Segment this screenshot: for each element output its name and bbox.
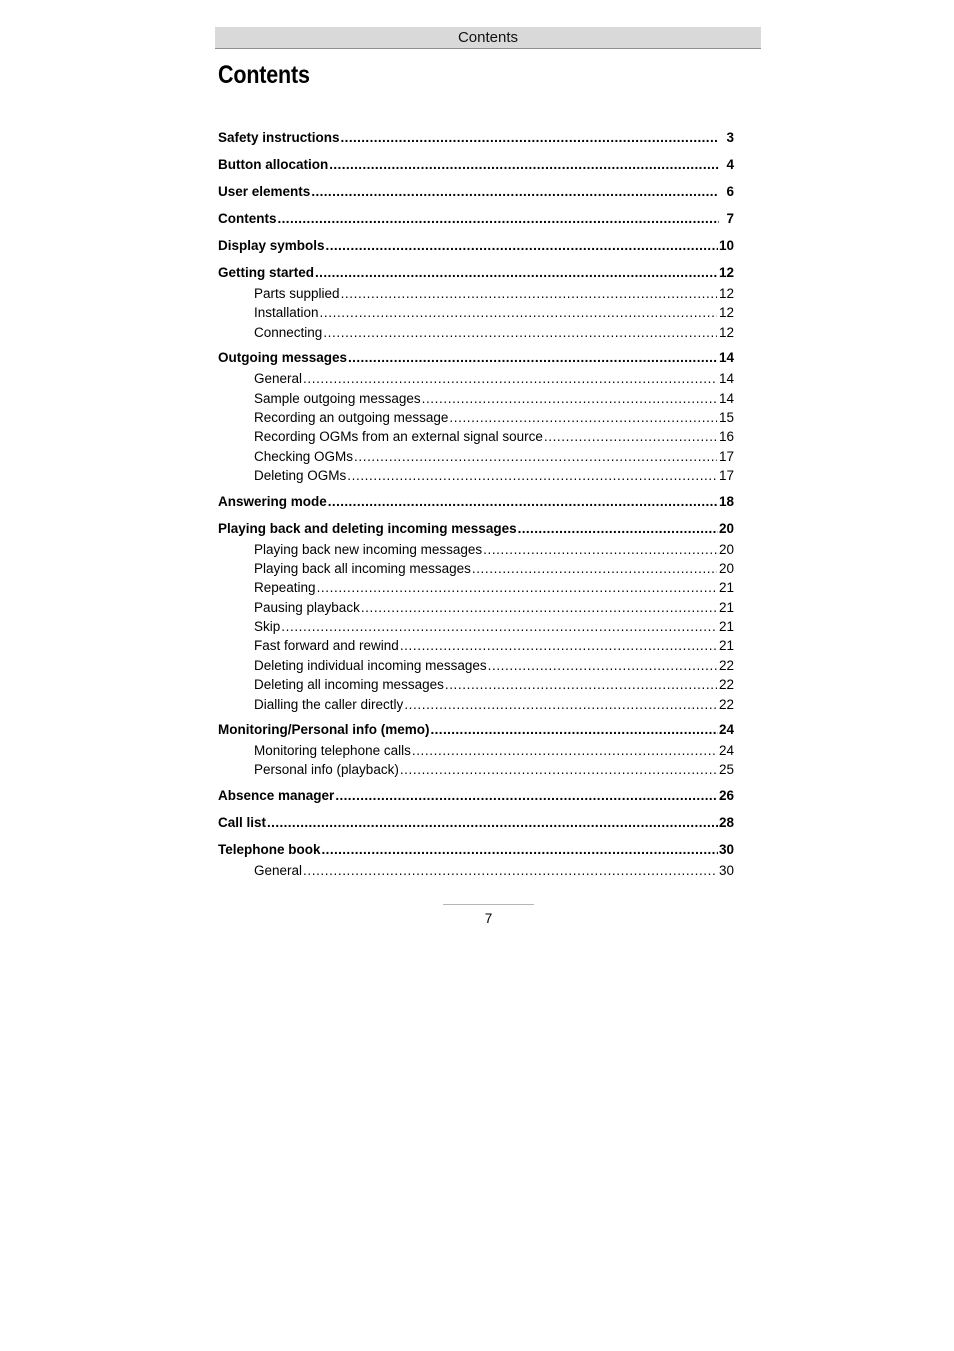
toc-subentry[interactable] [218,617,734,636]
document-page [215,27,761,926]
toc-entry-page: 30 [718,841,734,857]
toc-entry-page: 14 [718,371,734,387]
toc-section [218,491,734,513]
page-number: 7 [443,904,534,926]
dot-leader [281,617,717,636]
toc-subentry[interactable] [218,466,734,485]
toc-subentry[interactable] [218,636,734,655]
dot-leader [404,695,717,714]
toc-entry-label: General [254,371,303,387]
toc-entry-page: 30 [718,862,734,878]
toc-subentry[interactable] [218,427,734,446]
toc-entry-label: Deleting individual incoming messages [254,657,487,673]
dot-leader [348,347,718,369]
dot-leader [412,741,717,760]
toc-subentry[interactable] [218,540,734,559]
toc-chapter-entry[interactable] [218,208,734,230]
toc-entry-page: 21 [718,599,734,615]
dot-leader [341,127,719,149]
toc-chapter-entry[interactable] [218,518,734,540]
toc-subentry[interactable] [218,284,734,303]
toc-chapter-entry[interactable] [218,127,734,149]
toc-entry-label: Checking OGMs [254,448,354,464]
running-header: Contents [215,27,761,49]
toc-chapter-entry[interactable] [218,719,734,741]
dot-leader [303,861,717,880]
dot-leader [320,303,717,322]
dot-leader [544,427,717,446]
toc-entry-page: 3 [726,130,734,145]
toc-entry-page: 22 [718,657,734,673]
dot-leader [400,636,717,655]
table-of-contents [218,127,734,885]
toc-entry-page: 17 [718,468,734,484]
toc-section [218,812,734,834]
toc-chapter-entry[interactable] [218,839,734,861]
dot-leader [400,760,717,779]
toc-subentry[interactable] [218,389,734,408]
toc-entry-page: 10 [718,238,734,253]
toc-entry-label: Sample outgoing messages [254,390,421,406]
dot-leader [317,578,717,597]
toc-section [218,127,734,149]
toc-entry-page: 4 [726,157,734,172]
toc-entry-page: 16 [718,429,734,445]
dot-leader [422,389,717,408]
toc-entry-label: Playing back and deleting incoming messages [218,520,517,536]
toc-section [218,719,734,780]
toc-subentry[interactable] [218,695,734,714]
toc-entry-label: Playing back all incoming messages [254,560,471,576]
dot-leader [335,785,718,807]
toc-section [218,235,734,257]
dot-leader [322,839,718,861]
toc-chapter-entry[interactable] [218,262,734,284]
page-title: Contents [218,61,310,89]
toc-entry-page: 24 [718,743,734,759]
toc-subentry[interactable] [218,447,734,466]
toc-chapter-entry[interactable] [218,812,734,834]
dot-leader [323,323,717,342]
dot-leader [449,408,717,427]
dot-leader [431,719,718,741]
dot-leader [315,262,718,284]
toc-entry-label: Parts supplied [254,286,340,301]
toc-entry-label: Installation [254,305,319,321]
toc-chapter-entry[interactable] [218,347,734,369]
toc-chapter-entry[interactable] [218,154,734,176]
toc-entry-label: Repeating [254,580,316,596]
toc-entry-page: 21 [718,580,734,596]
toc-entry-label: Deleting all incoming messages [254,677,444,693]
dot-leader [488,656,717,675]
toc-entry-label: Absence manager [218,787,335,803]
dot-leader [354,447,717,466]
toc-entry-page: 21 [718,619,734,635]
toc-entry-label: Button allocation [218,157,329,172]
toc-subentry[interactable] [218,559,734,578]
toc-subentry[interactable] [218,369,734,388]
toc-entry-label: Fast forward and rewind [254,638,399,654]
toc-section [218,262,734,342]
toc-entry-label: Personal info (playback) [254,762,399,778]
toc-entry-label: Getting started [218,265,315,280]
toc-entry-page: 14 [718,390,734,406]
dot-leader [341,284,717,303]
toc-section [218,785,734,807]
toc-section [218,347,734,485]
toc-entry-label: Safety instructions [218,130,340,145]
toc-section [218,839,734,880]
toc-entry-label: User elements [218,184,311,199]
dot-leader [303,369,717,388]
dot-leader [328,491,718,513]
toc-entry-page: 28 [718,814,734,830]
toc-entry-label: Playing back new incoming messages [254,541,483,557]
dot-leader [472,559,717,578]
toc-section [218,518,734,715]
toc-entry-page: 21 [718,638,734,654]
toc-entry-page: 25 [718,762,734,778]
toc-entry-label: Connecting [254,324,323,340]
toc-entry-label: Dialling the caller directly [254,696,404,712]
toc-entry-label: Display symbols [218,238,325,253]
toc-entry-page: 18 [718,493,734,509]
toc-entry-page: 22 [718,696,734,712]
toc-entry-label: Recording OGMs from an external signal source [254,429,543,445]
toc-entry-page: 20 [718,560,734,576]
toc-entry-label: General [254,862,303,878]
toc-subentry[interactable] [218,323,734,342]
dot-leader [518,518,718,540]
toc-chapter-entry[interactable] [218,181,734,203]
toc-subentry[interactable] [218,741,734,760]
toc-section [218,181,734,203]
dot-leader [483,540,717,559]
toc-subentry[interactable] [218,578,734,597]
toc-entry-label: Contents [218,211,277,226]
dot-leader [361,598,717,617]
toc-chapter-entry[interactable] [218,235,734,257]
toc-entry-page: 6 [726,184,734,199]
dot-leader [326,235,718,257]
toc-entry-page: 12 [718,305,734,321]
toc-section [218,154,734,176]
dot-leader [267,812,718,834]
toc-entry-page: 20 [718,520,734,536]
dot-leader [311,181,719,203]
dot-leader [329,154,719,176]
toc-subentry[interactable] [218,861,734,880]
toc-entry-page: 12 [718,265,734,280]
toc-entry-page: 12 [718,286,734,301]
toc-chapter-entry[interactable] [218,491,734,513]
toc-entry-label: Pausing playback [254,599,360,615]
toc-subentry[interactable] [218,760,734,779]
toc-subentry[interactable] [218,598,734,617]
dot-leader [445,675,717,694]
toc-subentry[interactable] [218,675,734,694]
dot-leader [347,466,717,485]
toc-entry-page: 7 [726,211,734,226]
toc-entry-label: Monitoring telephone calls [254,743,411,759]
toc-entry-label: Outgoing messages [218,350,348,366]
toc-subentry[interactable] [218,303,734,322]
toc-entry-label: Telephone book [218,841,321,857]
toc-entry-page: 15 [718,409,734,425]
toc-subentry[interactable] [218,656,734,675]
toc-entry-label: Skip [254,619,281,635]
toc-entry-page: 14 [718,350,734,366]
toc-entry-page: 22 [718,677,734,693]
toc-entry-page: 26 [718,787,734,803]
toc-subentry[interactable] [218,408,734,427]
toc-entry-page: 20 [718,541,734,557]
toc-section [218,208,734,230]
toc-entry-page: 12 [718,324,734,340]
dot-leader [278,208,720,230]
toc-entry-label: Call list [218,814,267,830]
toc-entry-label: Monitoring/Personal info (memo) [218,722,430,738]
toc-entry-label: Answering mode [218,493,327,509]
toc-entry-page: 24 [718,722,734,738]
toc-entry-page: 17 [718,448,734,464]
toc-chapter-entry[interactable] [218,785,734,807]
toc-entry-label: Recording an outgoing message [254,409,449,425]
toc-entry-label: Deleting OGMs [254,468,347,484]
